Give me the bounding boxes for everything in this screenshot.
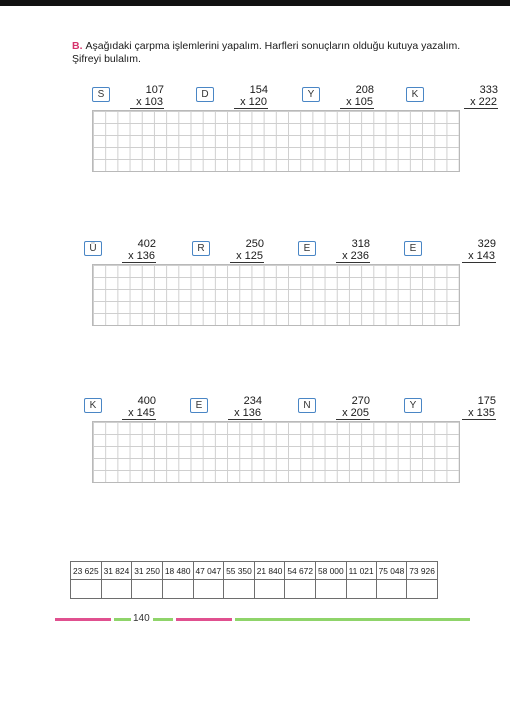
answer-value: 58 000 xyxy=(316,562,347,580)
answer-value: 54 672 xyxy=(285,562,316,580)
work-grid[interactable] xyxy=(92,421,460,483)
problem xyxy=(192,238,282,264)
letter-box: S xyxy=(92,87,110,102)
instruction-text: Aşağıdaki çarpma işlemlerini yapalım. Harfleri sonuçların olduğu kutuya yazalım. Şifreyi bulalım. xyxy=(72,40,461,65)
letter-box: N xyxy=(298,398,316,413)
multiplicand: 333 xyxy=(479,84,498,96)
page-footer xyxy=(55,613,470,625)
multiplicand: 234 xyxy=(243,395,262,407)
multiplier: x 105 xyxy=(340,96,374,109)
answer-value: 75 048 xyxy=(376,562,407,580)
page-number: 140 xyxy=(133,613,150,624)
top-edge-bar xyxy=(0,0,510,6)
instruction xyxy=(72,40,472,66)
problem xyxy=(302,84,392,110)
multiplicand: 107 xyxy=(145,84,164,96)
work-grid[interactable] xyxy=(92,110,460,172)
answer-value: 73 926 xyxy=(407,562,438,580)
multiplicand: 175 xyxy=(477,395,496,407)
problem xyxy=(84,238,174,264)
answer-value: 11 021 xyxy=(346,562,376,580)
answer-table xyxy=(70,561,438,599)
problem xyxy=(92,84,182,110)
problem xyxy=(406,84,496,110)
letter-box: Y xyxy=(302,87,320,102)
letter-box: K xyxy=(406,87,424,102)
answer-letter-cell[interactable] xyxy=(101,580,132,599)
work-grid[interactable] xyxy=(92,264,460,326)
footer-bar-green xyxy=(235,618,470,621)
multiplicand: 208 xyxy=(355,84,374,96)
answer-value: 31 824 xyxy=(101,562,132,580)
letter-box: Ü xyxy=(84,241,102,256)
footer-bar-green xyxy=(114,618,131,621)
answer-letter-cell[interactable] xyxy=(71,580,102,599)
multiplier: x 136 xyxy=(122,250,156,263)
letter-box: R xyxy=(192,241,210,256)
answer-letters-row xyxy=(71,580,438,599)
multiplier: x 205 xyxy=(336,407,370,420)
problem xyxy=(404,238,494,264)
answer-value: 31 250 xyxy=(132,562,163,580)
multiplicand: 329 xyxy=(477,238,496,250)
letter-box: E xyxy=(404,241,422,256)
multiplier: x 136 xyxy=(228,407,262,420)
answer-value: 23 625 xyxy=(71,562,102,580)
problem xyxy=(404,395,494,421)
multiplicand: 250 xyxy=(245,238,264,250)
problem xyxy=(190,395,280,421)
answer-value: 18 480 xyxy=(162,562,193,580)
answer-letter-cell[interactable] xyxy=(224,580,255,599)
letter-box: E xyxy=(298,241,316,256)
problem xyxy=(84,395,174,421)
letter-box: D xyxy=(196,87,214,102)
footer-bar-green xyxy=(153,618,173,621)
answer-values-row xyxy=(71,562,438,580)
footer-bar-pink xyxy=(55,618,111,621)
answer-letter-cell[interactable] xyxy=(132,580,163,599)
problem xyxy=(196,84,286,110)
answer-letter-cell[interactable] xyxy=(193,580,224,599)
answer-value: 55 350 xyxy=(224,562,255,580)
multiplier: x 135 xyxy=(462,407,496,420)
section-letter: B. xyxy=(72,40,83,52)
problem xyxy=(298,395,388,421)
multiplier: x 145 xyxy=(122,407,156,420)
multiplier: x 103 xyxy=(130,96,164,109)
problem xyxy=(298,238,388,264)
answer-letter-cell[interactable] xyxy=(407,580,438,599)
answer-value: 21 840 xyxy=(254,562,285,580)
answer-letter-cell[interactable] xyxy=(162,580,193,599)
letter-box: E xyxy=(190,398,208,413)
answer-value: 47 047 xyxy=(193,562,224,580)
multiplicand: 318 xyxy=(351,238,370,250)
footer-bar-pink xyxy=(176,618,232,621)
multiplicand: 402 xyxy=(137,238,156,250)
multiplicand: 270 xyxy=(351,395,370,407)
answer-letter-cell[interactable] xyxy=(285,580,316,599)
multiplicand: 154 xyxy=(249,84,268,96)
answer-letter-cell[interactable] xyxy=(254,580,285,599)
multiplier: x 120 xyxy=(234,96,268,109)
multiplier: x 236 xyxy=(336,250,370,263)
multiplier: x 125 xyxy=(230,250,264,263)
letter-box: K xyxy=(84,398,102,413)
multiplier: x 222 xyxy=(464,96,498,109)
answer-letter-cell[interactable] xyxy=(316,580,347,599)
multiplicand: 400 xyxy=(137,395,156,407)
answer-letter-cell[interactable] xyxy=(346,580,376,599)
multiplier: x 143 xyxy=(462,250,496,263)
letter-box: Y xyxy=(404,398,422,413)
answer-letter-cell[interactable] xyxy=(376,580,407,599)
